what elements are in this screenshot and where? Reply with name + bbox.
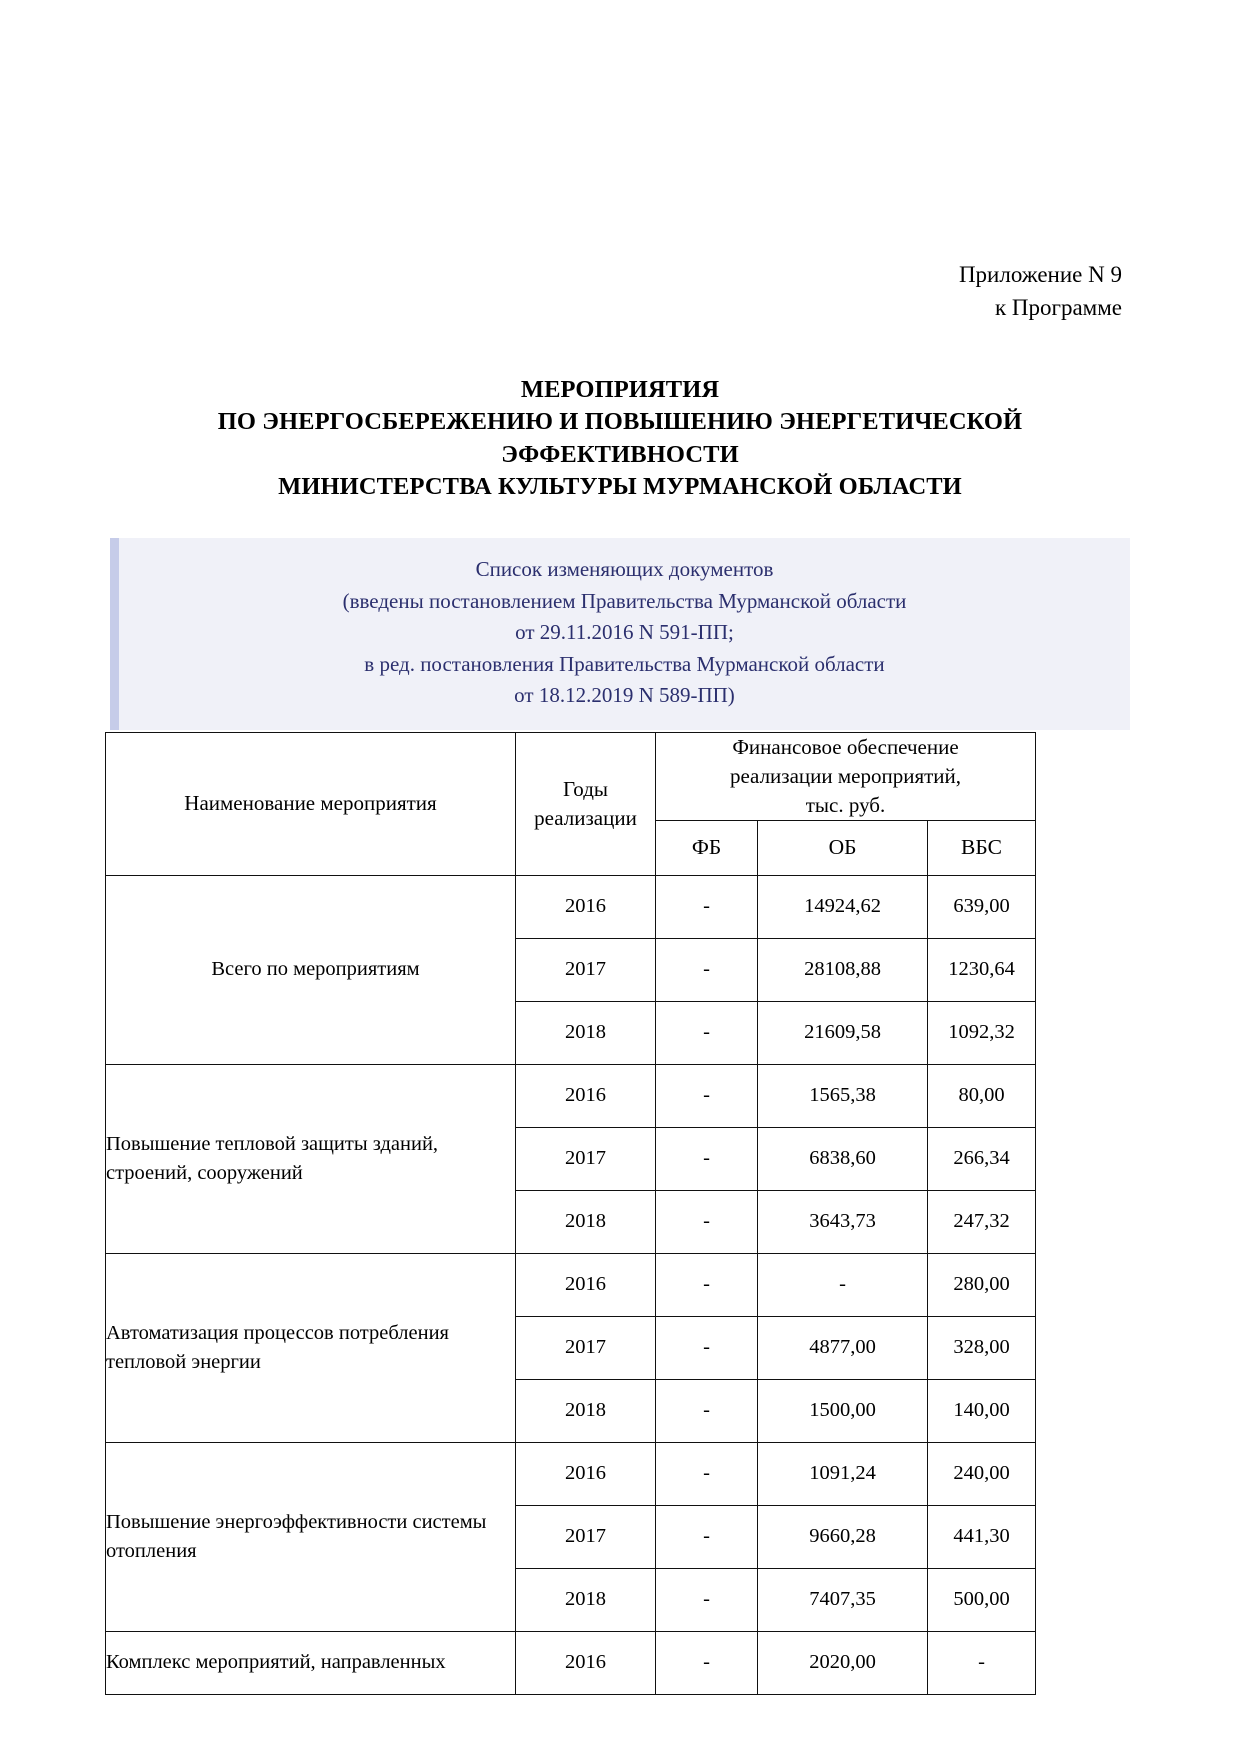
table-row <box>106 1064 1036 1127</box>
ob-amount-cell: - <box>758 1253 928 1316</box>
year-cell: 2018 <box>516 1568 656 1631</box>
column-header-financing-line-3: тыс. руб. <box>805 792 886 817</box>
measure-name-cell: Повышение энергоэффективности системы отопления <box>106 1442 516 1631</box>
column-header-vbs: ВБС <box>928 820 1036 875</box>
year-cell: 2016 <box>516 1442 656 1505</box>
vbs-amount-cell: 1230,64 <box>928 938 1036 1001</box>
fb-amount-cell: - <box>656 1064 758 1127</box>
vbs-amount-cell: - <box>928 1631 1036 1694</box>
vbs-amount-cell: 328,00 <box>928 1316 1036 1379</box>
title-line-3: ЭФФЕКТИВНОСТИ <box>501 440 739 468</box>
fb-amount-cell: - <box>656 938 758 1001</box>
year-cell: 2018 <box>516 1001 656 1064</box>
year-cell: 2016 <box>516 1631 656 1694</box>
vbs-amount-cell: 140,00 <box>928 1379 1036 1442</box>
vbs-amount-cell: 280,00 <box>928 1253 1036 1316</box>
ob-amount-cell: 6838,60 <box>758 1127 928 1190</box>
amendments-line-4: от 18.12.2019 N 589-ПП) <box>514 683 735 707</box>
year-cell: 2016 <box>516 1064 656 1127</box>
column-header-ob: ОБ <box>758 820 928 875</box>
appendix-number: Приложение N 9 <box>958 262 1122 287</box>
column-header-financing <box>656 733 1036 821</box>
measures-table <box>105 732 1036 1695</box>
ob-amount-cell: 21609,58 <box>758 1001 928 1064</box>
fb-amount-cell: - <box>656 1190 758 1253</box>
column-header-years <box>516 733 656 876</box>
column-header-years-line-2: реализации <box>534 805 637 830</box>
ob-amount-cell: 1091,24 <box>758 1442 928 1505</box>
ob-amount-cell: 4877,00 <box>758 1316 928 1379</box>
ob-amount-cell: 14924,62 <box>758 875 928 938</box>
measure-name-cell: Повышение тепловой защиты зданий, строений, сооружений <box>106 1064 516 1253</box>
year-cell: 2016 <box>516 875 656 938</box>
ob-amount-cell: 7407,35 <box>758 1568 928 1631</box>
column-header-fb: ФБ <box>656 820 758 875</box>
year-cell: 2017 <box>516 1505 656 1568</box>
year-cell: 2017 <box>516 1127 656 1190</box>
appendix-target: к Программе <box>995 295 1122 321</box>
ob-amount-cell: 2020,00 <box>758 1631 928 1694</box>
title-line-1: МЕРОПРИЯТИЯ <box>520 376 720 403</box>
vbs-amount-cell: 639,00 <box>928 875 1036 938</box>
fb-amount-cell: - <box>656 1568 758 1631</box>
vbs-amount-cell: 441,30 <box>928 1505 1036 1568</box>
table-row <box>106 875 1036 938</box>
table-row <box>106 1253 1036 1316</box>
ob-amount-cell: 1565,38 <box>758 1064 928 1127</box>
amendments-heading: Список изменяющих документов <box>475 557 774 581</box>
table-body <box>106 875 1036 1694</box>
amendments-line-3: в ред. постановления Правительства Мурманской области <box>364 651 885 676</box>
fb-amount-cell: - <box>656 1001 758 1064</box>
fb-amount-cell: - <box>656 1631 758 1694</box>
table-row <box>106 1631 1036 1694</box>
ob-amount-cell: 9660,28 <box>758 1505 928 1568</box>
fb-amount-cell: - <box>656 1253 758 1316</box>
measure-name-cell: Комплекс мероприятий, направленных <box>106 1631 516 1694</box>
vbs-amount-cell: 266,34 <box>928 1127 1036 1190</box>
vbs-amount-cell: 240,00 <box>928 1442 1036 1505</box>
amendments-line-2: от 29.11.2016 N 591-ПП; <box>515 620 734 644</box>
column-header-years-line-1: Годы <box>563 776 608 801</box>
vbs-amount-cell: 80,00 <box>928 1064 1036 1127</box>
title-line-2: ПО ЭНЕРГОСБЕРЕЖЕНИЮ И ПОВЫШЕНИЮ ЭНЕРГЕТИЧЕСКОЙ <box>217 408 1023 436</box>
vbs-amount-cell: 247,32 <box>928 1190 1036 1253</box>
ob-amount-cell: 3643,73 <box>758 1190 928 1253</box>
measures-table-container <box>105 732 1035 1695</box>
table-header-row-primary <box>106 733 1036 821</box>
year-cell: 2017 <box>516 938 656 1001</box>
measure-name-cell: Автоматизация процессов потребления тепловой энергии <box>106 1253 516 1442</box>
title-line-4: МИНИСТЕРСТВА КУЛЬТУРЫ МУРМАНСКОЙ ОБЛАСТИ <box>278 472 962 500</box>
amendments-line-1: (введены постановлением Правительства Мурманской области <box>342 588 907 613</box>
table-head <box>106 733 1036 876</box>
fb-amount-cell: - <box>656 1505 758 1568</box>
year-cell: 2017 <box>516 1316 656 1379</box>
column-header-financing-line-2: реализации мероприятий, <box>729 763 962 788</box>
column-header-financing-line-1: Финансовое обеспечение <box>732 735 959 759</box>
ob-amount-cell: 28108,88 <box>758 938 928 1001</box>
ob-amount-cell: 1500,00 <box>758 1379 928 1442</box>
year-cell: 2016 <box>516 1253 656 1316</box>
fb-amount-cell: - <box>656 1442 758 1505</box>
fb-amount-cell: - <box>656 1316 758 1379</box>
vbs-amount-cell: 500,00 <box>928 1568 1036 1631</box>
column-header-measure-name: Наименование мероприятия <box>106 733 516 876</box>
year-cell: 2018 <box>516 1190 656 1253</box>
fb-amount-cell: - <box>656 1379 758 1442</box>
amendments-callout <box>110 538 1130 730</box>
vbs-amount-cell: 1092,32 <box>928 1001 1036 1064</box>
year-cell: 2018 <box>516 1379 656 1442</box>
fb-amount-cell: - <box>656 1127 758 1190</box>
fb-amount-cell: - <box>656 875 758 938</box>
page-title <box>110 374 1130 503</box>
appendix-reference <box>959 258 1122 325</box>
measure-name-cell: Всего по мероприятиям <box>106 875 516 1064</box>
table-row <box>106 1442 1036 1505</box>
